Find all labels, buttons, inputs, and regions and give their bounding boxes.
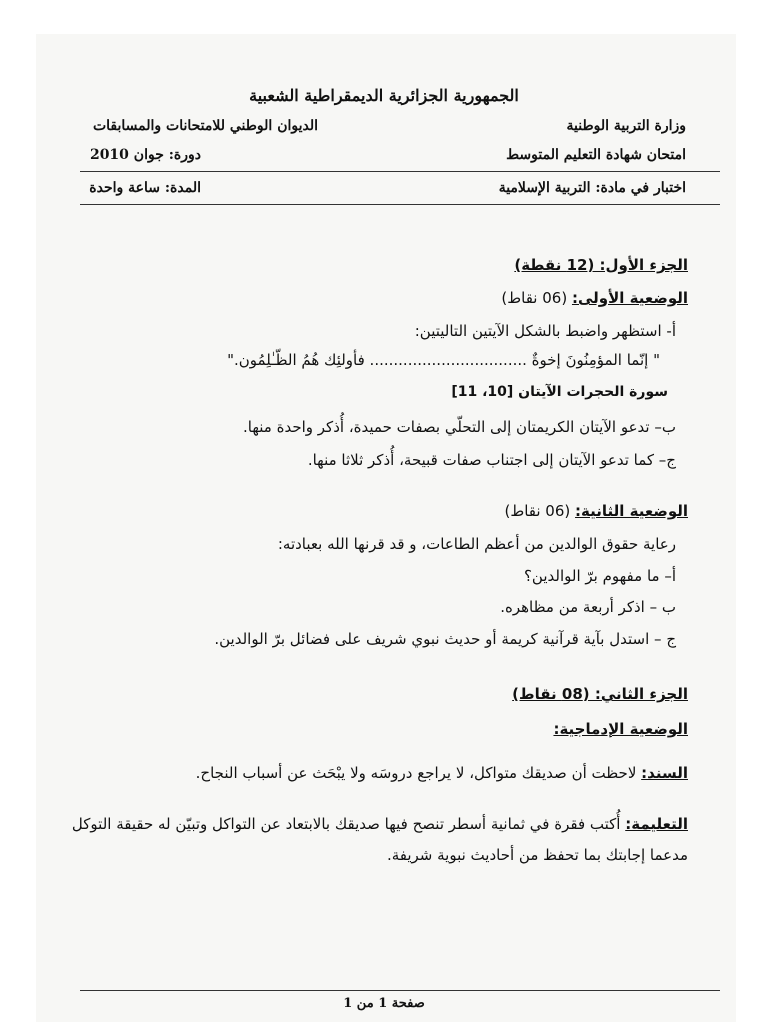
situation2-points: (06 نقاط) bbox=[504, 502, 571, 520]
support-text: لاحظت أن صديقك متواكل، لا يراجع دروسَه ولا يبْحَث عن أسباب النجاح. bbox=[195, 764, 637, 782]
exam-office: الديوان الوطني للامتحانات والمسابقات bbox=[92, 118, 318, 134]
footer-divider bbox=[80, 990, 720, 991]
instruction-paragraph bbox=[72, 815, 688, 833]
ministry-name: وزارة التربية الوطنية bbox=[566, 118, 686, 134]
situation1-question-a: أ- استظهر واضبط بالشكل الآيتين التاليتين: bbox=[414, 322, 676, 340]
situation2-intro: رعاية حقوق الوالدين من أعظم الطاعات، و قد قرنها الله بعبادته: bbox=[277, 535, 676, 553]
situation1-title: الوضعية الأولى: bbox=[571, 289, 688, 307]
situation2-heading bbox=[504, 502, 688, 520]
situation1-points: (06 نقاط) bbox=[501, 289, 568, 307]
page-number: صفحة 1 من 1 bbox=[343, 996, 425, 1011]
instruction-line-1: أُكتب فقرة في ثمانية أسطر تنصح فيها صديقك بالابتعاد عن التواكل وتبيّن له حقيقة التوكل bbox=[71, 815, 621, 833]
situation2-question-a: أ– ما مفهوم برّ الوالدين؟ bbox=[523, 567, 676, 585]
exam-name: امتحان شهادة التعليم المتوسط bbox=[506, 147, 686, 163]
surah-reference: سورة الحجرات الآيتان [10، 11] bbox=[451, 384, 668, 400]
instruction-line-2: مدعما إجابتك بما تحفظ من أحاديث نبوية شريفة. bbox=[386, 846, 688, 864]
part2-title: الجزء الثاني: (08 نقاط) bbox=[512, 685, 688, 703]
instruction-label: التعليمة: bbox=[625, 815, 688, 833]
situation1-heading bbox=[501, 289, 688, 307]
integration-situation-title: الوضعية الإدماجية: bbox=[553, 720, 688, 738]
exam-duration: المدة: ساعة واحدة bbox=[89, 180, 201, 196]
situation1-question-b: ب– تدعو الآيتان الكريمتان إلى التحلّي بصفات حميدة، أُذكر واحدة منها. bbox=[243, 418, 676, 436]
exam-session: دورة: جوان 2010 bbox=[89, 147, 201, 163]
situation1-question-c: ج– كما تدعو الآيتان إلى اجتناب صفات قبيحة، أُذكر ثلاثا منها. bbox=[307, 451, 676, 469]
verse-text: " إنّما المؤمِنُونَ إخوةٌ ................................. فأولئِك هُمُ الظّـٰلِمُون." bbox=[227, 351, 660, 369]
situation2-title: الوضعية الثانية: bbox=[575, 502, 688, 520]
support-label: السند: bbox=[641, 764, 688, 782]
situation2-question-c: ج – استدل بآية قرآنية كريمة أو حديث نبوي شريف على فضائل برّ الوالدين. bbox=[214, 630, 676, 648]
support-paragraph bbox=[196, 764, 688, 782]
exam-subject: اختبار في مادة: التربية الإسلامية bbox=[498, 180, 686, 196]
situation2-question-b: ب – اذكر أربعة من مظاهره. bbox=[500, 598, 676, 616]
header-divider-2 bbox=[80, 204, 720, 205]
header-divider-1 bbox=[80, 171, 720, 172]
part1-title: الجزء الأول: (12 نقطة) bbox=[514, 256, 688, 274]
republic-title: الجمهورية الجزائرية الديمقراطية الشعبية bbox=[249, 86, 519, 105]
